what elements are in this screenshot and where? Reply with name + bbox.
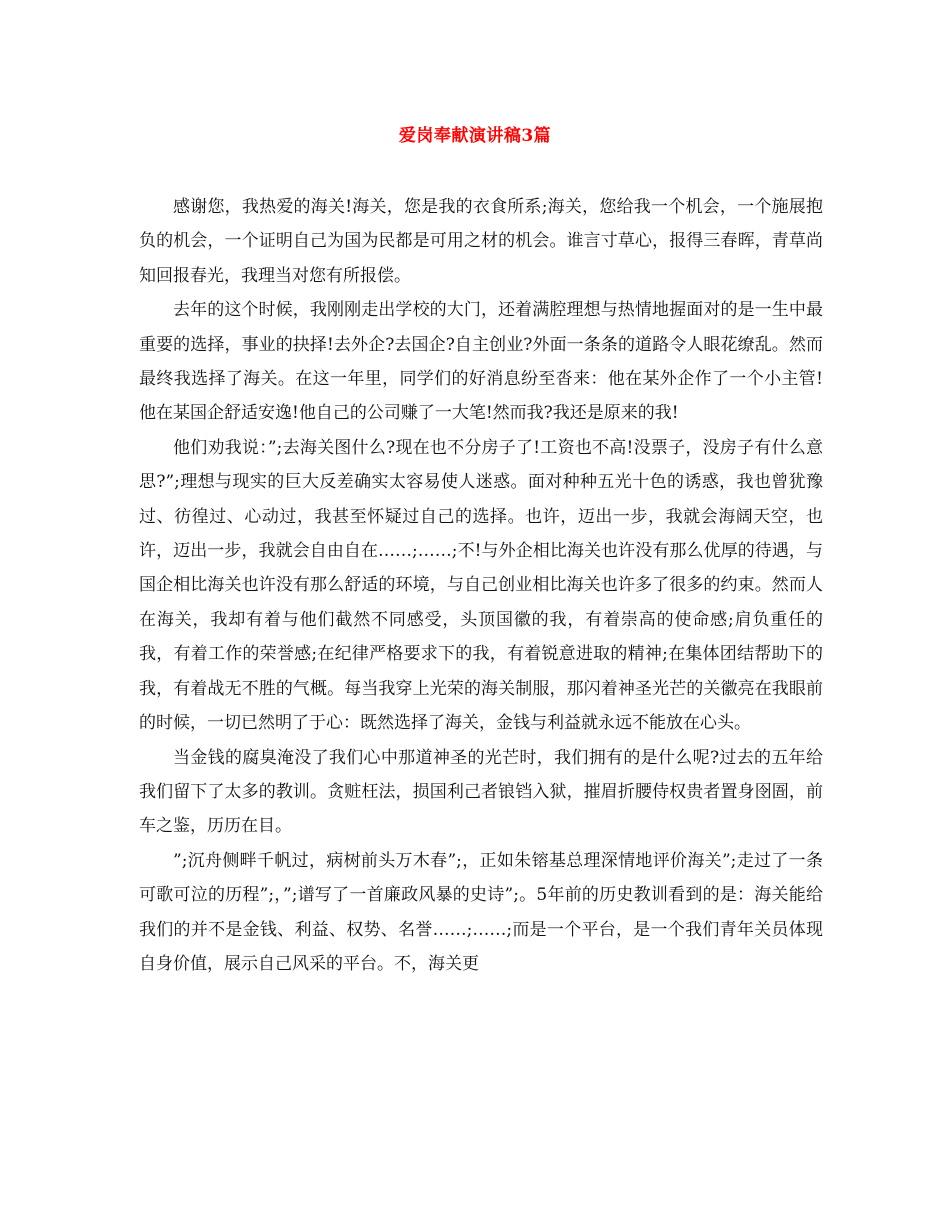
document-body: [139, 190, 823, 981]
paragraph-3: 他们劝我说：”;去海关图什么?现在也不分房子了!工资也不高!没票子，没房子有什么意思?”;理想与现实的巨大反差确实太容易使人迷惑。面对种种五光十色的诱惑，我也曾犹豫过、彷徨过、心动过，我甚至怀疑过自己的选择。也许，迈出一步，我就会海阔天空，也许，迈出一步，我就会自由自在……;……;不!与外企相比海关也许没有那么优厚的待遇，与国企相比海关也许没有那么舒适的环境，与自己创业相比海关也许多了很多的约束。然而人在海关，我却有着与他们截然不同感受，头顶国徽的我，有着崇高的使命感;肩负重任的我，有着工作的荣誉感;在纪律严格要求下的我，有着锐意进取的精神;在集体团结帮助下的我，有着战无不胜的气概。每当我穿上光荣的海关制服，那闪着神圣光芒的关徽亮在我眼前的时候，一切已然明了于心：既然选择了海关，金钱与利益就永远不能放在心头。: [139, 437, 823, 734]
document-title: 爱岗奉献演讲稿3篇: [398, 126, 552, 146]
paragraph-2: 去年的这个时候，我刚刚走出学校的大门，还着满腔理想与热情地握面对的是一生中最重要的选择，事业的抉择!去外企?去国企?自主创业?外面一条条的道路令人眼花缭乱。然而最终我选择了海关。在这一年里，同学们的好消息纷至沓来：他在某外企作了一个小主管!他在某国企舒适安逸!他自己的公司赚了一大笔!然而我?我还是原来的我!: [139, 300, 823, 424]
paragraph-1: 感谢您，我热爱的海关!海关，您是我的衣食所系;海关，您给我一个机会，一个施展抱负的机会，一个证明自己为国为民都是可用之材的机会。谁言寸草心，报得三春晖，青草尚知回报春光，我理当对您有所报偿。: [139, 197, 823, 286]
paragraph-4: 当金钱的腐臭淹没了我们心中那道神圣的光芒时，我们拥有的是什么呢?过去的五年给我们留下了太多的教训。贪赃枉法，损国利己者锒铛入狱，摧眉折腰侍权贵者置身囹圄，前车之鉴，历历在目。: [139, 747, 823, 837]
paragraph-5: ”;沉舟侧畔千帆过，病树前头万木春”;，正如朱镕基总理深情地评价海关”;走过了一条可歌可泣的历程”;，”;谱写了一首廉政风暴的史诗”;。5年前的历史教训看到的是：海关能给我们的并不是金钱、利益、权势、名誉……;……;而是一个平台，是一个我们青年关员体现自身价值，展示自己风采的平台。不，海关更: [139, 850, 823, 974]
